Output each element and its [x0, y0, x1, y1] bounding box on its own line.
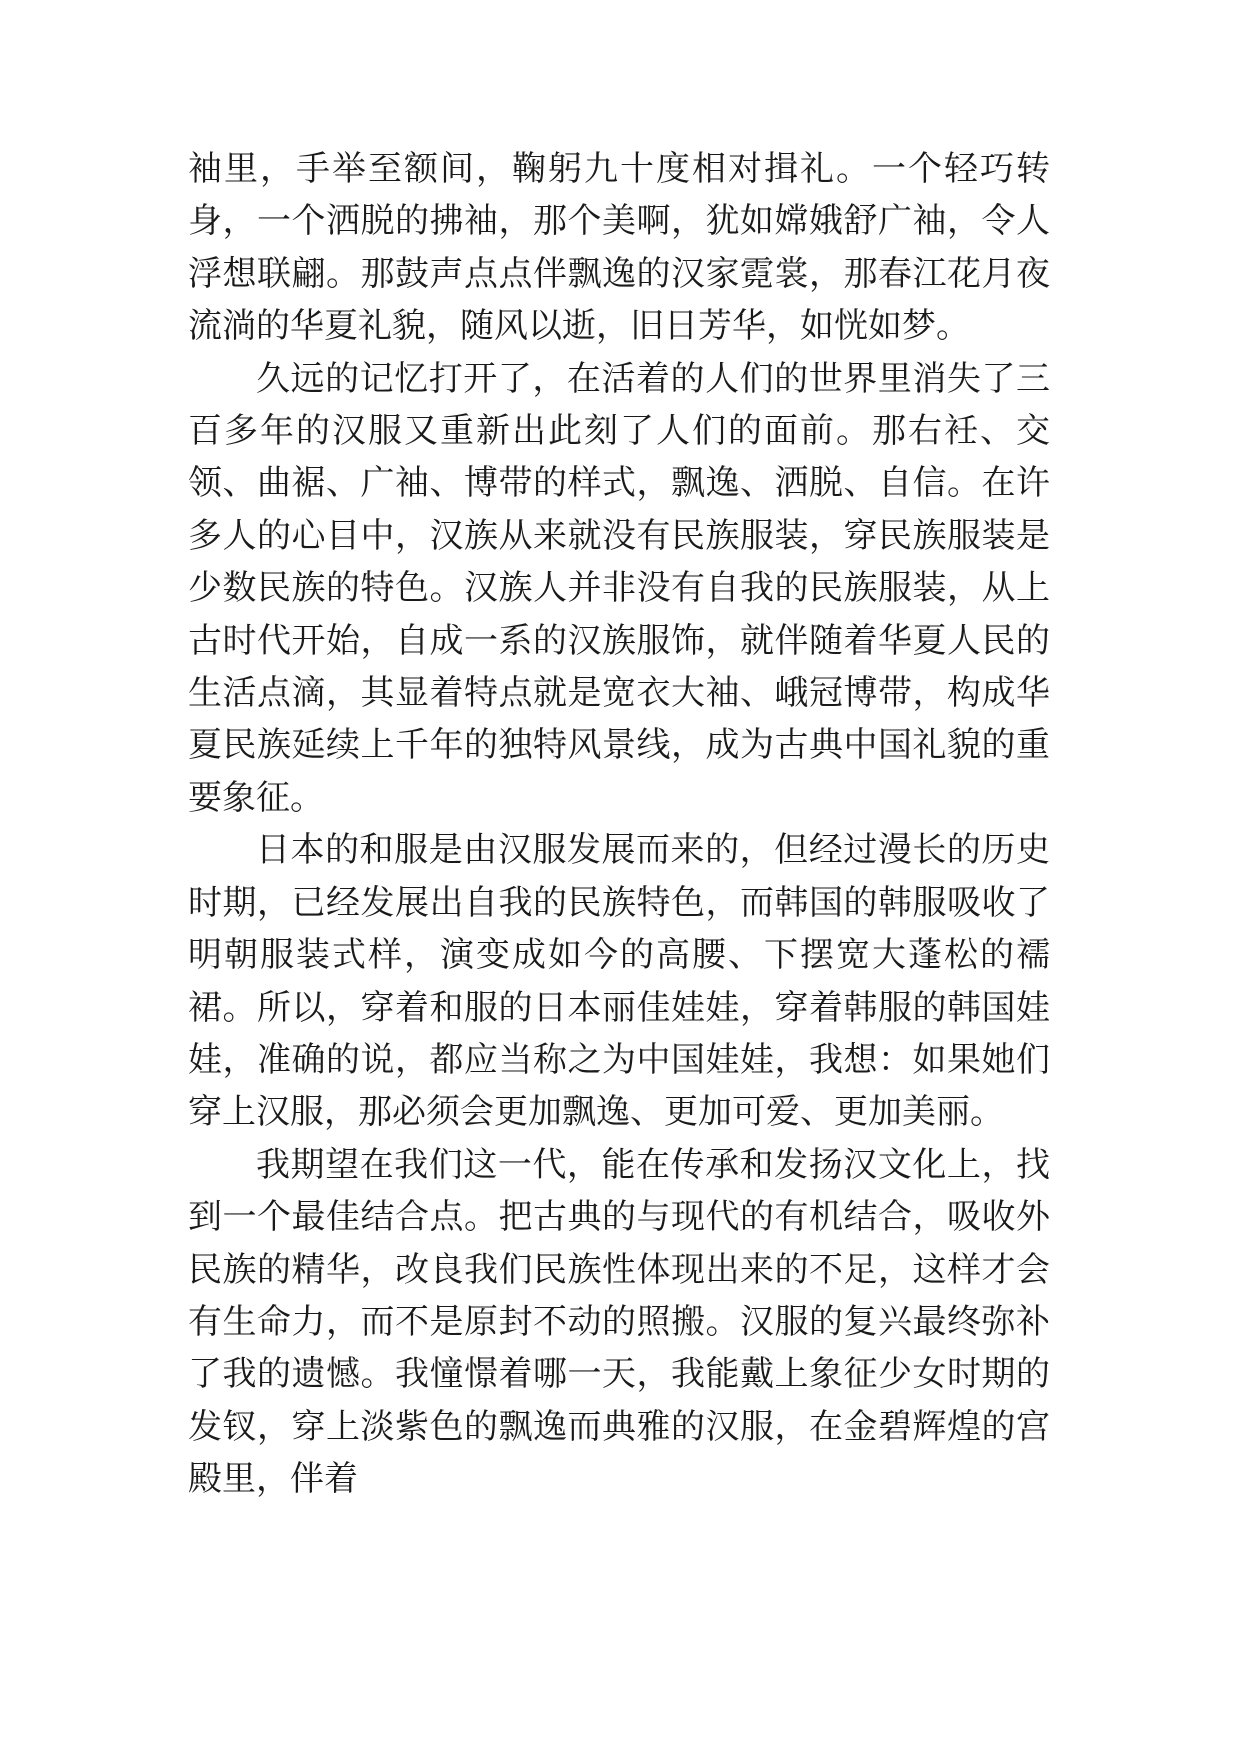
document-body	[188, 143, 1050, 1506]
paragraph-1: 袖里，手举至额间，鞠躬九十度相对揖礼。一个轻巧转身，一个洒脱的拂袖，那个美啊，犹如嫦娥舒广袖，令人浮想联翩。那鼓声点点伴飘逸的汉家霓裳，那春江花月夜流淌的华夏礼貌，随风以逝，旧日芳华，如恍如梦。	[188, 149, 1050, 347]
paragraph-2: 久远的记忆打开了，在活着的人们的世界里消失了三百多年的汉服又重新出此刻了人们的面前。那右衽、交领、曲裾、广袖、博带的样式，飘逸、洒脱、自信。在许多人的心目中，汉族从来就没有民族服装，穿民族服装是少数民族的特色。汉族人并非没有自我的民族服装，从上古时代开始，自成一系的汉族服饰，就伴随着华夏人民的生活点滴，其显着特点就是宽衣大袖、峨冠博带，构成华夏民族延续上千年的独特风景线，成为古典中国礼貌的重要象征。	[188, 358, 1050, 818]
paragraph-4: 我期望在我们这一代，能在传承和发扬汉文化上，找到一个最佳结合点。把古典的与现代的有机结合，吸收外民族的精华，改良我们民族性体现出来的不足，这样才会有生命力，而不是原封不动的照搬。汉服的复兴最终弥补了我的遗憾。我憧憬着哪一天，我能戴上象征少女时期的发钗，穿上淡紫色的飘逸而典雅的汉服，在金碧辉煌的宫殿里，伴着	[188, 1144, 1050, 1500]
paragraph-3: 日本的和服是由汉服发展而来的，但经过漫长的历史时期，已经发展出自我的民族特色，而韩国的韩服吸收了明朝服装式样，演变成如今的高腰、下摆宽大蓬松的襦裙。所以，穿着和服的日本丽佳娃娃，穿着韩服的韩国娃娃，准确的说，都应当称之为中国娃娃，我想：如果她们穿上汉服，那必须会更加飘逸、更加可爱、更加美丽。	[188, 830, 1050, 1133]
